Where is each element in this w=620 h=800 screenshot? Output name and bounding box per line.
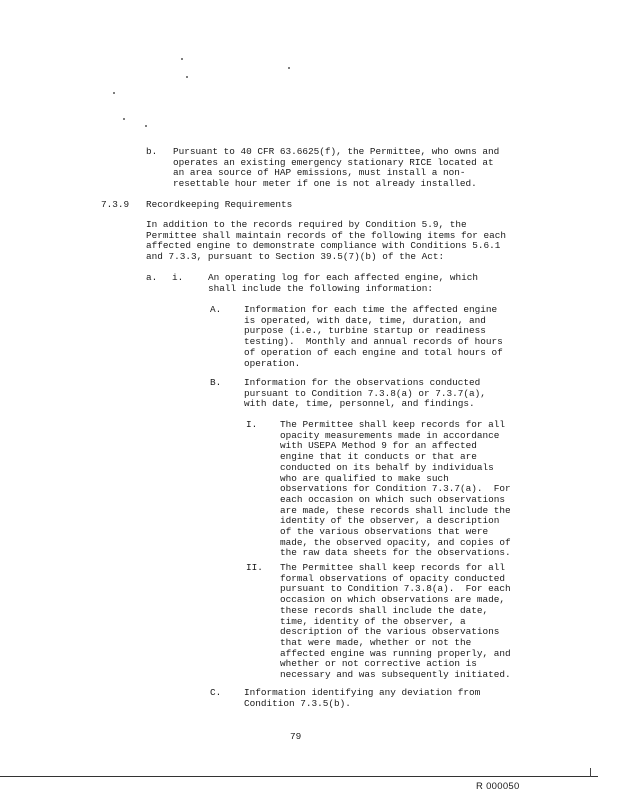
text-line: with date, time, personnel, and findings.	[244, 398, 475, 410]
text-line: operation.	[244, 357, 301, 369]
paragraph-b	[173, 147, 499, 190]
text-line: necessary and was subsequently initiated.	[280, 669, 511, 681]
text-line: whether or not corrective action is	[280, 658, 477, 670]
paragraph-b-label: b.	[146, 146, 158, 157]
text-line: testing). Monthly and annual records of hours	[244, 336, 503, 348]
text-line: An operating log for each affected engine, which	[208, 272, 479, 283]
text-line: resettable hour meter if one is not already installed.	[173, 178, 477, 190]
footer-rule	[0, 776, 598, 777]
text-line: the raw data sheets for the observations.	[280, 547, 511, 559]
text-line: these records shall include the date,	[280, 604, 489, 616]
section-intro	[146, 220, 506, 263]
text-line: engine that it conducts or that are	[280, 451, 477, 463]
bates-number: R 000050	[476, 781, 520, 792]
text-line: affected engine to demonstrate compliance with Conditions 5.6.1	[146, 240, 501, 252]
item-B-I	[280, 420, 511, 559]
item-C-label: C.	[210, 687, 222, 698]
scan-speck	[186, 76, 188, 78]
text-line: with USEPA Method 9 for an affected	[280, 440, 477, 452]
item-B-I-label: I.	[246, 419, 258, 430]
footer-rule-tick	[590, 768, 591, 777]
text-line: each occasion on which such observations	[280, 493, 506, 505]
item-a-label: a.	[146, 272, 158, 283]
page-number: 79	[290, 731, 302, 742]
text-line: Pursuant to 40 CFR 63.6625(f), the Permittee, who owns and	[173, 146, 500, 157]
text-line: is operated, with date, time, duration, and	[244, 314, 486, 326]
scan-speck	[145, 125, 147, 127]
text-line: Information for the observations conducted	[244, 377, 481, 388]
item-B-II-label: II.	[246, 562, 263, 573]
scan-speck	[288, 67, 290, 69]
text-line: an area source of HAP emissions, must install a non-	[173, 167, 466, 179]
text-line: that were made, whether or not the	[280, 636, 472, 648]
text-line: operates an existing emergency stationary RICE located at	[173, 156, 494, 168]
item-C	[244, 688, 480, 709]
text-line: made, the observed opacity, and copies of	[280, 536, 511, 548]
text-line: Condition 7.3.5(b).	[244, 697, 351, 709]
text-line: purpose (i.e., turbine startup or readiness	[244, 325, 486, 337]
text-line: time, identity of the observer, a	[280, 615, 466, 627]
section-heading: Recordkeeping Requirements	[146, 199, 293, 210]
item-a-i	[208, 273, 478, 294]
item-A	[244, 305, 503, 369]
text-line: pursuant to Condition 7.3.8(a). For each	[280, 583, 511, 595]
text-line: Information identifying any deviation from	[244, 687, 481, 698]
text-line: Information for each time the affected engine	[244, 304, 498, 315]
text-line: opacity measurements made in accordance	[280, 429, 500, 441]
text-line: formal observations of opacity conducted	[280, 572, 506, 584]
text-line: In addition to the records required by Condition 5.9, the	[146, 219, 467, 230]
item-B-II	[280, 563, 511, 681]
text-line: conducted on its behalf by individuals	[280, 461, 494, 473]
text-line: The Permittee shall keep records for all	[280, 419, 506, 430]
text-line: are made, these records shall include the	[280, 504, 511, 516]
text-line: observations for Condition 7.3.7(a). For	[280, 483, 511, 495]
text-line: identity of the observer, a description	[280, 515, 500, 527]
text-line: occasion on which observations are made,	[280, 594, 506, 606]
text-line: and 7.3.3, pursuant to Section 39.5(7)(b) of the Act:	[146, 251, 445, 263]
text-line: description of the various observations	[280, 626, 500, 638]
text-line: Permittee shall maintain records of the following items for each	[146, 229, 507, 241]
scan-speck	[113, 92, 115, 94]
scan-speck	[123, 118, 125, 120]
scan-speck	[181, 58, 183, 60]
text-line: who are qualified to make such	[280, 472, 449, 484]
item-i-label: i.	[172, 272, 184, 283]
section-number: 7.3.9	[101, 199, 130, 210]
text-line: of the various observations that were	[280, 526, 489, 538]
text-line: of operation of each engine and total hours of	[244, 346, 503, 358]
text-line: affected engine was running properly, and	[280, 647, 511, 659]
item-B-label: B.	[210, 377, 222, 388]
item-B	[244, 378, 486, 410]
text-line: pursuant to Condition 7.3.8(a) or 7.3.7(a),	[244, 387, 486, 399]
item-A-label: A.	[210, 304, 222, 315]
text-line: shall include the following information:	[208, 282, 434, 294]
text-line: The Permittee shall keep records for all	[280, 562, 506, 573]
